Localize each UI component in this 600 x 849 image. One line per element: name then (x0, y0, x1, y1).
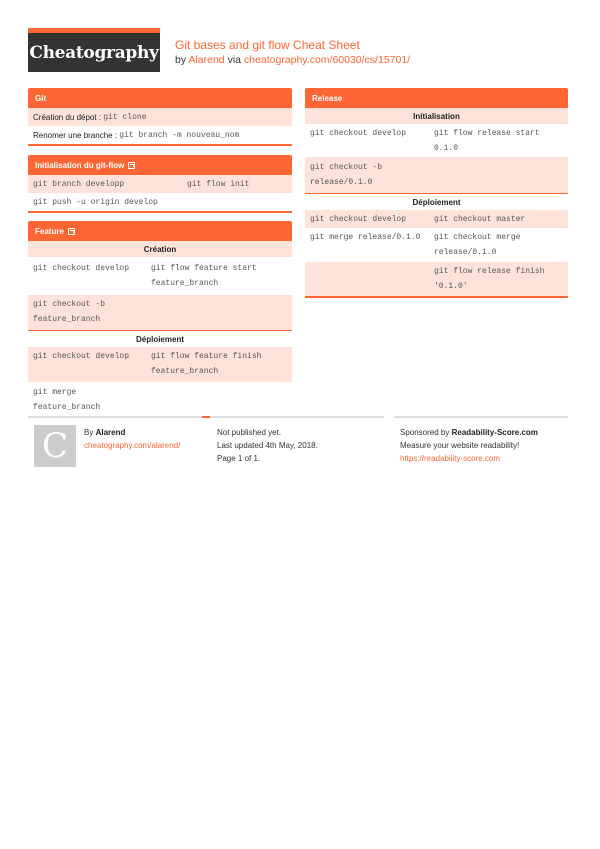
row-code: git clone (103, 112, 147, 122)
subheading-initialisation: Initialisation (305, 108, 568, 124)
git-section-title: Git (35, 93, 47, 103)
row-code-left: git branch developp (33, 179, 125, 189)
avatar[interactable]: C (34, 425, 76, 467)
footer-status: Not published yet. (217, 428, 282, 437)
footer-updated: Last updated 4th May, 2018. (217, 441, 318, 450)
init-gitflow-section-header (28, 155, 292, 175)
row-code-left: git checkout develop (33, 352, 130, 361)
row-code-left: git checkout develop (310, 129, 407, 138)
sheet-url-link[interactable]: cheatography.com/60030/cs/15701/ (243, 54, 411, 66)
table-row (305, 157, 568, 193)
row-code: git branch -m nouveau_nom (119, 130, 240, 140)
footer-sponsor-tagline: Measure your website readability! (400, 441, 520, 450)
row-code-right-line1: git flow feature start (151, 264, 257, 273)
row-code-right-line1: git checkout merge (434, 233, 521, 242)
table-row (28, 382, 292, 416)
footer-author (84, 427, 125, 438)
table-row (305, 210, 568, 228)
git-section (28, 88, 292, 146)
row-code-line2: release/0.1.0 (310, 178, 373, 187)
external-link-icon[interactable] (128, 162, 135, 169)
table-row (28, 347, 292, 382)
row-code-line2: feature_branch (33, 403, 101, 412)
section-bottom-border (28, 144, 292, 146)
footer-divider (394, 416, 568, 418)
feature-section (28, 221, 292, 418)
byline-via: via (227, 54, 241, 66)
row-code-line1: git merge (33, 388, 77, 397)
row-label: Renomer une branche : (33, 130, 120, 140)
cheatography-logo[interactable]: Cheatography (28, 33, 160, 72)
table-row (305, 228, 568, 262)
row-code-right-line1: git flow feature finish (151, 352, 262, 361)
row-code-right-line2: feature_branch (151, 279, 219, 288)
row-code-line2: feature_branch (33, 315, 101, 324)
section-bottom-border (28, 211, 292, 213)
row-code-line1: git checkout -b (310, 163, 383, 172)
section-bottom-border (305, 296, 568, 298)
footer-sponsor-name[interactable]: Readability-Score.com (451, 428, 538, 437)
init-gitflow-section (28, 155, 292, 213)
row-code-right-line2: release/0.1.0 (434, 248, 497, 257)
row-code-right-line2: 0.1.0 (434, 144, 459, 153)
footer-author-name[interactable]: Alarend (95, 428, 126, 437)
footer-sponsor (400, 427, 538, 438)
row-code-right-line1: git flow release finish (434, 267, 545, 276)
footer-page: Page 1 of 1. (217, 454, 261, 463)
byline (175, 54, 410, 66)
subheading-creation: Création (28, 241, 292, 257)
author-link[interactable]: Alarend (188, 54, 225, 66)
footer-sponsor-prefix: Sponsored by (400, 428, 450, 437)
init-gitflow-section-title: Initialisation du git-flow (35, 160, 125, 170)
table-row (28, 175, 292, 193)
row-code-left: git checkout develop (33, 264, 130, 273)
footer-author-url[interactable] (84, 440, 180, 451)
row-code-right: git flow init (187, 179, 250, 189)
footer-sponsor-url[interactable] (400, 453, 500, 464)
table-row (28, 126, 292, 144)
row-code-left: git merge release/0.1.0 (310, 233, 421, 242)
table-row (305, 124, 568, 157)
footer-divider (210, 416, 384, 418)
byline-by: by (175, 54, 187, 66)
row-code-left: git checkout develop (310, 214, 407, 224)
row-code-right-line2: feature_branch (151, 367, 219, 376)
page-title[interactable]: Git bases and git flow Cheat Sheet (175, 38, 360, 52)
row-code-right: git checkout master (434, 214, 526, 224)
row-label: Création du dépot : (33, 112, 104, 122)
footer-sponsor-url-link[interactable]: https://readability-score.com (400, 454, 501, 463)
subheading-deploiement: Déploiement (305, 194, 568, 210)
subheading-deploiement: Déploiement (28, 331, 292, 347)
release-section (305, 88, 568, 298)
footer-by-label: By (84, 428, 94, 437)
table-row (28, 257, 292, 295)
footer-author-url-link[interactable]: cheatography.com/alarend/ (84, 441, 181, 450)
row-code-line1: git checkout -b (33, 300, 106, 309)
row-code-right-line2: '0.1.0' (434, 282, 468, 291)
table-row (28, 295, 292, 330)
release-section-title: Release (312, 93, 343, 103)
table-row (305, 262, 568, 296)
release-section-header (305, 88, 568, 108)
feature-section-header (28, 221, 292, 241)
table-row (28, 193, 292, 211)
footer-divider (28, 416, 202, 418)
row-code-left: git push -u origin develop (33, 197, 158, 207)
feature-section-title: Feature (35, 226, 64, 236)
external-link-icon[interactable] (68, 228, 75, 235)
row-code-right-line1: git flow release start (434, 129, 540, 138)
git-section-header (28, 88, 292, 108)
table-row (28, 108, 292, 126)
